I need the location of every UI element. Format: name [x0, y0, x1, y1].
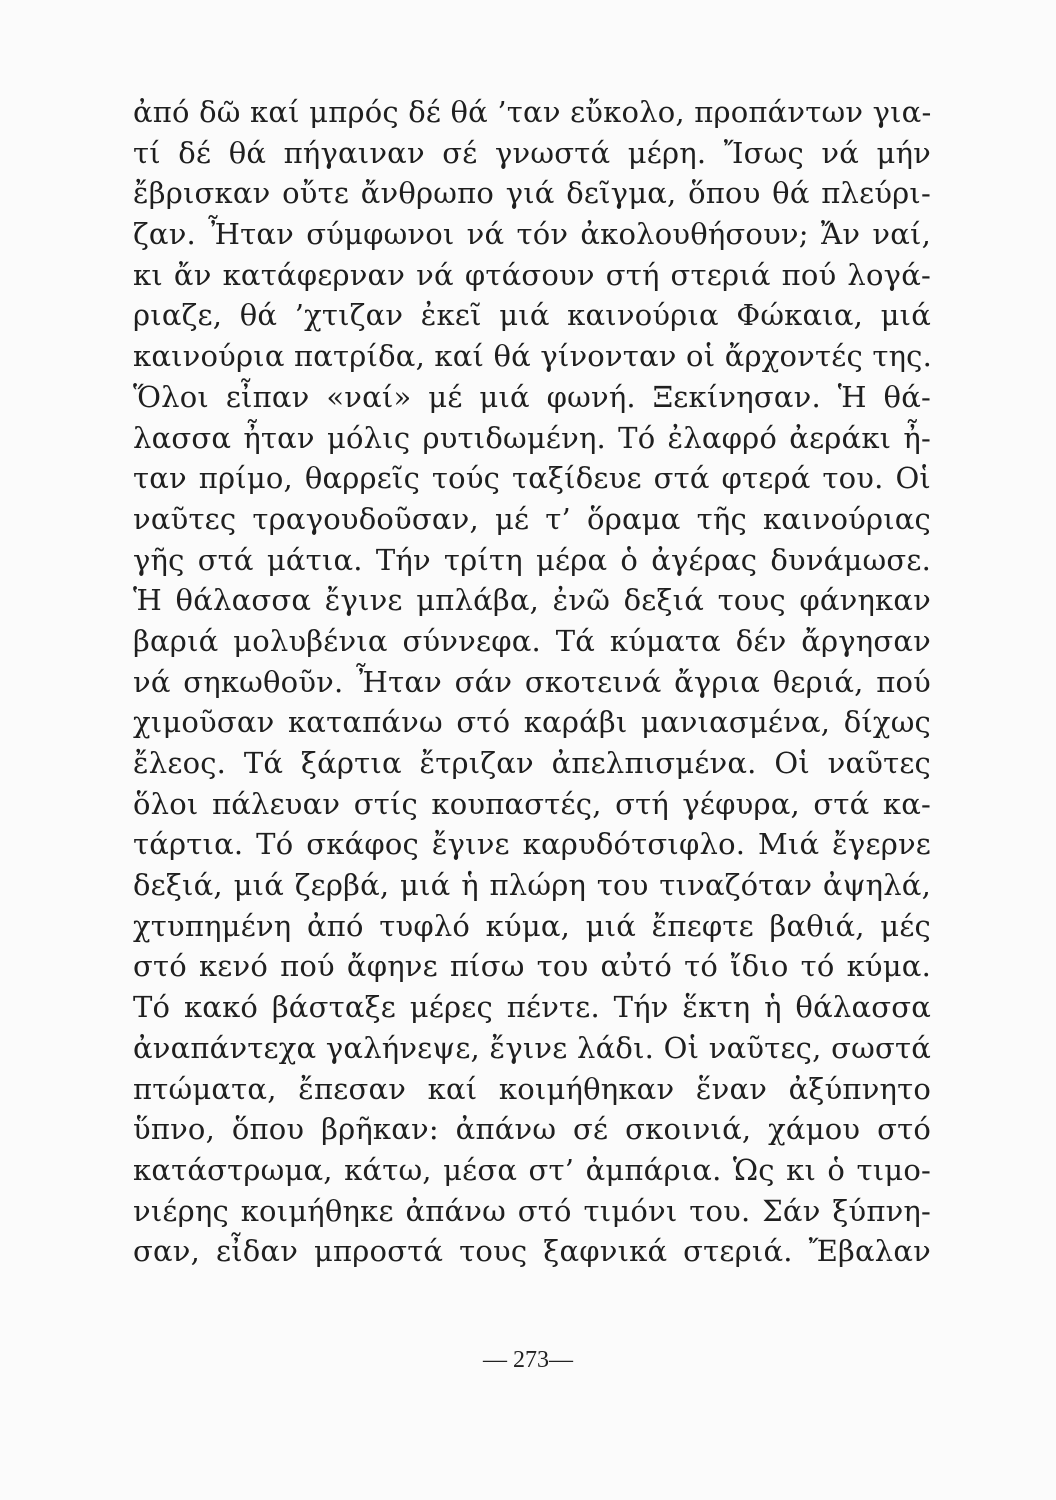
- text-line: ἔβρισκαν οὔτε ἄνθρωπο γιά δεῖγμα, ὅπου θά πλεύρι-: [133, 176, 931, 211]
- text-line: χιμοῦσαν καταπάνω στό καράβι μανιασμένα, δίχως: [133, 705, 931, 740]
- text-line: ζαν. Ἦταν σύμφωνοι νά τόν ἀκολουθήσουν; Ἄν ναί,: [133, 217, 931, 252]
- text-line: ὕπνο, ὅπου βρῆκαν: ἀπάνω σέ σκοινιά, χάμου στό: [133, 1112, 931, 1147]
- text-line: δεξιά, μιά ζερβά, μιά ἡ πλώρη του τιναζόταν ἀψηλά,: [133, 868, 931, 903]
- text-line: νιέρης κοιμήθηκε ἀπάνω στό τιμόνι του. Σάν ξύπνη-: [133, 1193, 931, 1228]
- text-line: Τό κακό βάσταξε μέρες πέντε. Τήν ἕκτη ἡ θάλασσα: [133, 990, 931, 1025]
- text-line: ἔλεος. Τά ξάρτια ἔτριζαν ἀπελπισμένα. Οἱ ναῦτες: [133, 746, 931, 780]
- text-line: ριαζε, θά ’χτιζαν ἐκεῖ μιά καινούρια Φώκαια, μιά: [133, 298, 931, 333]
- text-line: πτώματα, ἔπεσαν καί κοιμήθηκαν ἕναν ἀξύπνητο: [133, 1071, 931, 1106]
- text-line: τάρτια. Τό σκάφος ἔγινε καρυδότσιφλο. Μιά ἔγερνε: [133, 827, 931, 862]
- text-line: κι ἄν κατάφερναν νά φτάσουν στή στεριά πού λογά-: [133, 257, 931, 292]
- text-line: καινούρια πατρίδα, καί θά γίνονταν οἱ ἄρχοντές της.: [133, 339, 933, 374]
- text-line: ταν πρίμο, θαρρεῖς τούς ταξίδευε στά φτερά του. Οἱ: [133, 461, 931, 496]
- text-line: λασσα ἦταν μόλις ρυτιδωμένη. Τό ἐλαφρό ἀεράκι ἦ-: [133, 420, 931, 455]
- body-text: [133, 92, 931, 1272]
- text-line: γῆς στά μάτια. Τήν τρίτη μέρα ὁ ἀγέρας δυνάμωσε.: [133, 542, 931, 577]
- text-line: ὅλοι πάλευαν στίς κουπαστές, στή γέφυρα, στά κα-: [133, 786, 931, 821]
- text-line: κατάστρωμα, κάτω, μέσα στ’ ἀμπάρια. Ὡς κι ὁ τιμο-: [133, 1152, 931, 1187]
- text-line: στό κενό πού ἄφηνε πίσω του αὐτό τό ἴδιο τό κύμα.: [133, 949, 931, 984]
- text-line: Ἡ θάλασσα ἔγινε μπλάβα, ἐνῶ δεξιά τους φάνηκαν: [133, 583, 931, 618]
- text-line: χτυπημένη ἀπό τυφλό κύμα, μιά ἔπεφτε βαθιά, μές: [133, 908, 931, 943]
- text-line: νά σηκωθοῦν. Ἦταν σάν σκοτεινά ἄγρια θεριά, πού: [133, 664, 931, 699]
- text-line: ἀπό δῶ καί μπρός δέ θά ’ταν εὔκολο, προπάντων για-: [133, 95, 932, 129]
- text-line: Ὅλοι εἶπαν «ναί» μέ μιά φωνή. Ξεκίνησαν. Ἡ θά-: [133, 379, 931, 414]
- text-line: ναῦτες τραγουδοῦσαν, μέ τ’ ὅραμα τῆς καινούριας: [133, 501, 931, 536]
- page-number: — 273—: [483, 1347, 573, 1373]
- text-line: ἀναπάντεχα γαλήνεψε, ἔγινε λάδι. Οἱ ναῦτες, σωστά: [133, 1030, 931, 1065]
- text-line: σαν, εἶδαν μπροστά τους ξαφνικά στεριά. Ἔβαλαν: [133, 1234, 931, 1269]
- text-line: βαριά μολυβένια σύννεφα. Τά κύματα δέν ἄργησαν: [133, 623, 931, 658]
- text-line: τί δέ θά πήγαιναν σέ γνωστά μέρη. Ἴσως νά μήν: [133, 135, 931, 170]
